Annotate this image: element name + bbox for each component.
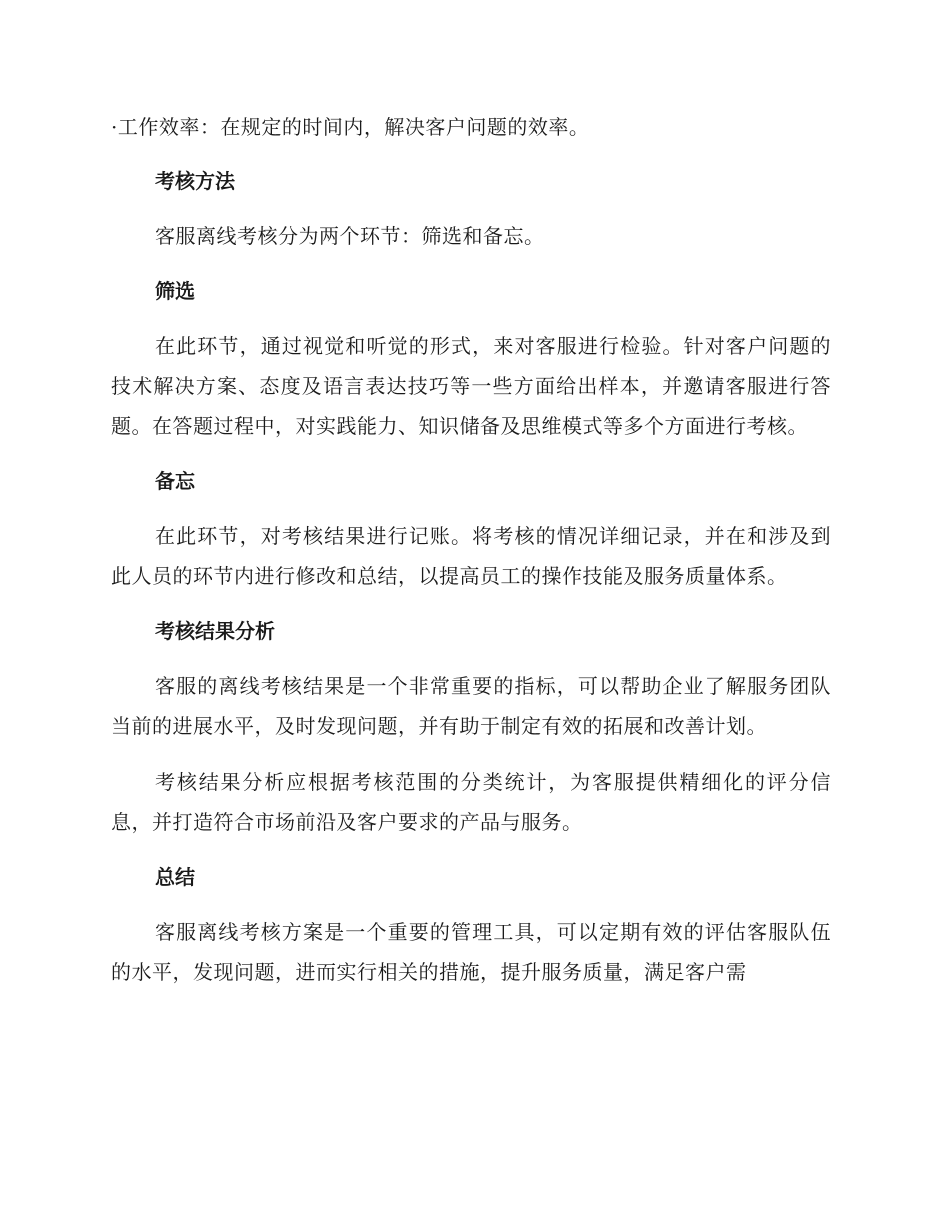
paragraph-memo: 在此环节，对考核结果进行记账。将考核的情况详细记录，并在和涉及到此人员的环节内进行修改和总结，以提高员工的操作技能及服务质量体系。: [111, 524, 831, 588]
section-heading-method: 考核方法: [155, 169, 235, 193]
paragraph-summary: 客服离线考核方案是一个重要的管理工具，可以定期有效的评估客服队伍的水平，发现问题，进而实行相关的措施，提升服务质量，满足客户需: [111, 920, 831, 984]
document-page: [111, 108, 831, 1008]
section-heading-summary: 总结: [155, 865, 195, 889]
section-heading-analysis: 考核结果分析: [155, 619, 275, 643]
paragraph-analysis-2: 考核结果分析应根据考核范围的分类统计，为客服提供精细化的评分信息，并打造符合市场前沿及客户要求的产品与服务。: [111, 770, 831, 834]
paragraph-method-intro: 客服离线考核分为两个环节：筛选和备忘。: [155, 224, 545, 248]
paragraph-analysis-1: 客服的离线考核结果是一个非常重要的指标，可以帮助企业了解服务团队当前的进展水平，及时发现问题，并有助于制定有效的拓展和改善计划。: [111, 674, 831, 738]
paragraph-screening: 在此环节，通过视觉和听觉的形式，来对客服进行检验。针对客户问题的技术解决方案、态度及语言表达技巧等一些方面给出样本，并邀请客服进行答题。在答题过程中，对实践能力、知识储备及思维模式等多个方面进行考核。: [111, 334, 831, 438]
section-heading-screening: 筛选: [155, 279, 195, 303]
bullet-work-efficiency: ·工作效率：在规定的时间内，解决客户问题的效率。: [111, 115, 590, 139]
section-heading-memo: 备忘: [155, 469, 195, 493]
